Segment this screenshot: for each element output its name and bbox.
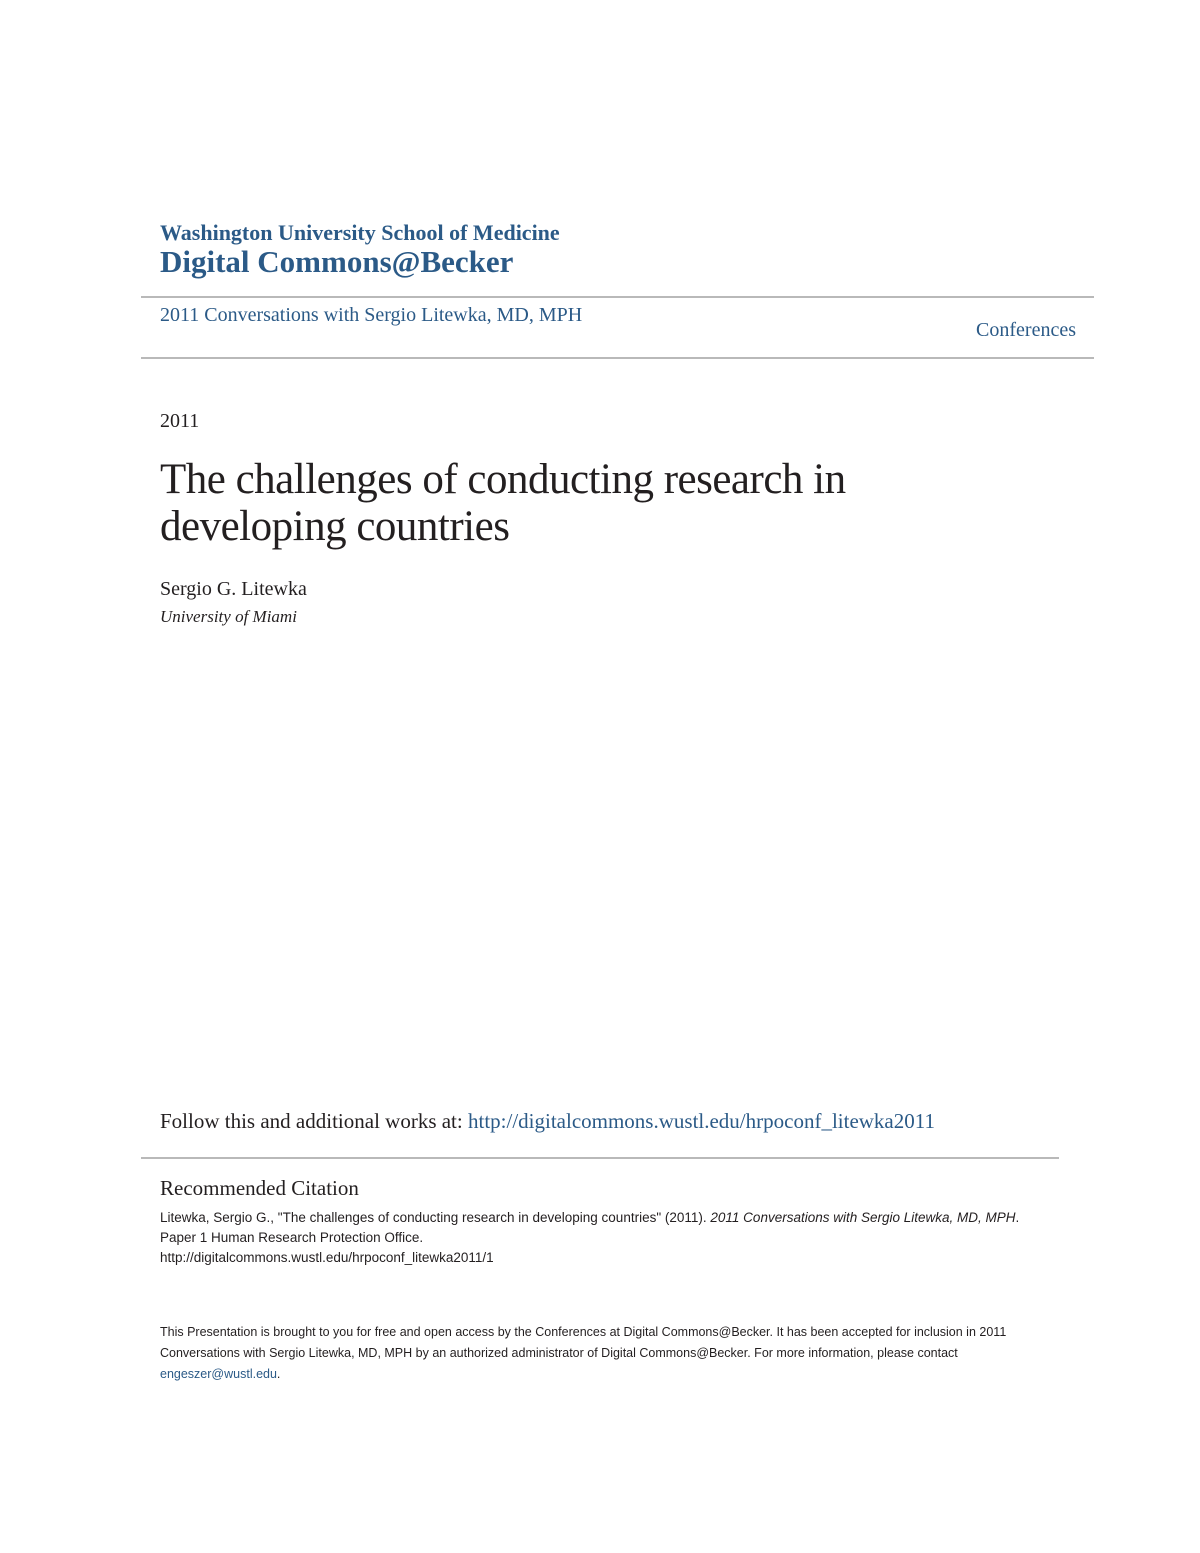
follow-url-link[interactable]: http://digitalcommons.wustl.edu/hrpoconf_litewka2011 xyxy=(467,1109,935,1133)
access-notice xyxy=(160,1322,1040,1385)
follow-label: Follow this and additional works at: xyxy=(160,1109,468,1133)
author-name: Sergio G. Litewka xyxy=(160,578,307,600)
series-link[interactable]: Conferences xyxy=(976,319,1076,341)
repository-name: Digital Commons@Becker xyxy=(160,244,514,279)
notice-end: . xyxy=(276,1367,281,1381)
top-divider xyxy=(141,296,1094,298)
header-divider xyxy=(141,357,1094,359)
citation-url: http://digitalcommons.wustl.edu/hrpoconf_litewka2011/1 xyxy=(160,1250,494,1265)
citation-part1: Litewka, Sergio G., "The challenges of conducting research in developing countries" (2011). xyxy=(160,1210,711,1225)
publication-year: 2011 xyxy=(160,410,200,432)
citation-text xyxy=(160,1208,1040,1268)
contact-email-link[interactable]: engeszer@wustl.edu xyxy=(160,1367,277,1381)
article-title: The challenges of conducting research in developing countries xyxy=(160,456,846,550)
author-affiliation: University of Miami xyxy=(160,607,297,626)
citation-divider xyxy=(141,1157,1059,1159)
institution-name: Washington University School of Medicine xyxy=(160,220,560,245)
collection-link[interactable]: 2011 Conversations with Sergio Litewka, MD, MPH xyxy=(160,304,583,326)
citation-venue: 2011 Conversations with Sergio Litewka, MD, MPH xyxy=(710,1210,1016,1225)
follow-line xyxy=(160,1109,935,1134)
notice-text: This Presentation is brought to you for free and open access by the Conferences at Digital Commons@Becker. It has been accepted for inclusion in 2011 Conversations with Sergio Litewka, MD, MPH by an authorized administrator of Digital Commons@Becker. For more information, please contact xyxy=(160,1325,1007,1360)
citation-part2: . Paper 1 Human Research Protection Office. xyxy=(160,1210,1020,1245)
citation-heading: Recommended Citation xyxy=(160,1176,359,1200)
